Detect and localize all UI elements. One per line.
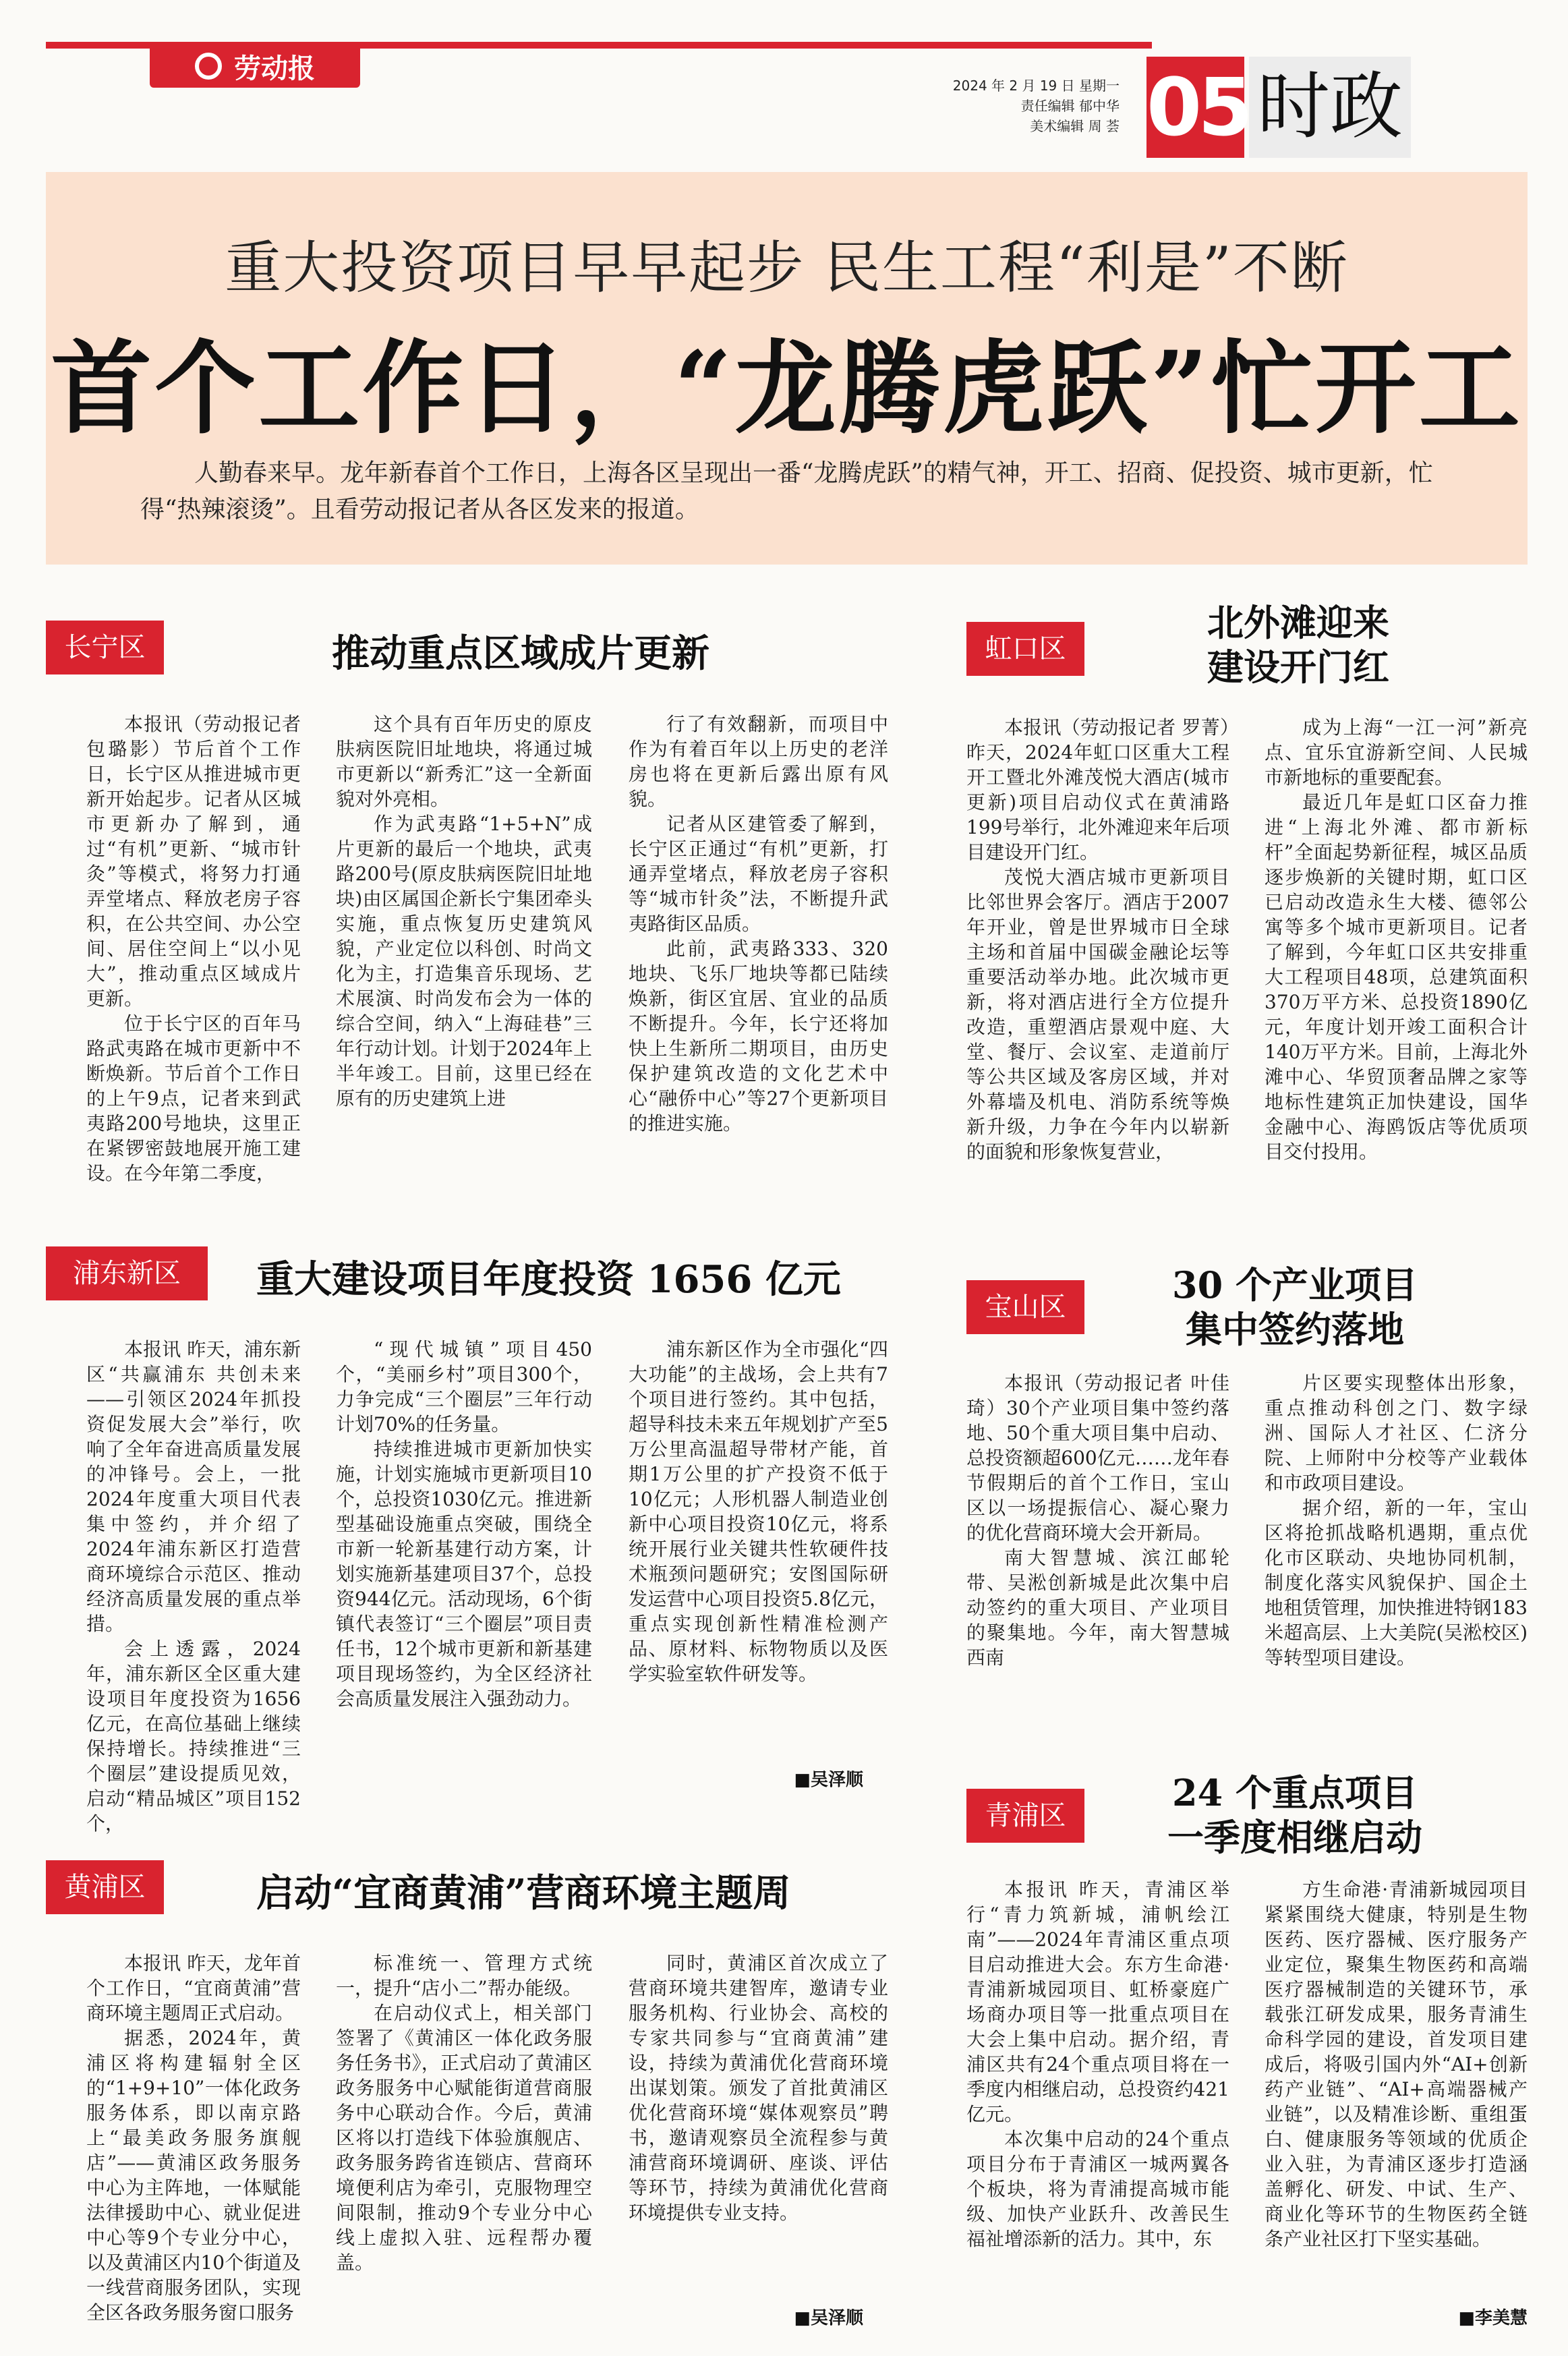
district-tag-huangpu: 黄浦区 — [46, 1860, 164, 1914]
paragraph: 记者从区建管委了解到，长宁区正通过“有机”更新，打通弄堂堵点，释放老房子容积等“城市针灸”法，不断提升武夷路街区品质。 — [629, 813, 888, 935]
paragraph: 作为武夷路“1+5+N”成片更新的最后一个地块，武夷路200号(原皮肤病医院旧址地块)由区属国企新长宁集团牵头实施，重点恢复历史建筑风貌，产业定位以科创、时尚文化为主，打造集音乐现场、艺术展演、时尚发布会为一体的综合空间，纳入“上海硅巷”三年行动计划。计划于2024年上半年竣工。目前，这里已经在原有的历史建筑上进 — [336, 813, 592, 1110]
paragraph: 最近几年是虹口区奋力推进“上海北外滩、都市新标杆”全面起势新征程，城区品质逐步焕新的关键时期，虹口区已启动改造永生大楼、德邻公寓等多个城市更新项目。记者了解到，今年虹口区共安排重大工程项目48项，总建筑面积370万平方米、总投资1890亿元，年度计划开竣工面积合计140万平方米。目前，上海北外滩中心、华贸顶奢品牌之家等地标性建筑正加快建设，国华金融中心、海鸥饭店等优质项目交付投用。 — [1265, 791, 1528, 1163]
article-title-baoshan — [1120, 1263, 1470, 1352]
paragraph: 本报讯 昨天，龙年首个工作日，“宜商黄浦”营商环境主题周正式启动。 — [86, 1952, 301, 2024]
title-line: 北外滩迎来 — [1207, 601, 1389, 644]
article-body-huangpu-col2 — [336, 1951, 592, 2328]
district-tag-hongkou: 虹口区 — [966, 622, 1084, 676]
logo-text: 劳动报 — [234, 53, 315, 84]
paragraph: 方生命港·青浦新城园项目紧紧围绕大健康，特别是生物医药、医疗器械、医疗服务产业定位，聚集生物医药和高端医疗器械制造的关键环节，承载张江研发成果，服务青浦生命科学园的建设，首发项目建成后，将吸引国内外“AI+创新药产业链”、“AI+高端器械产业链”，以及精准诊断、重组蛋白、健康服务等领域的优质企业入驻，为青浦区逐步打造涵盖孵化、研发、中试、生产、商业化等环节的生物医药全链条产业社区打下坚实基础。 — [1265, 1878, 1528, 2250]
paragraph: 南大智慧城、滨江邮轮带、吴淞创新城是此次集中启动签约的重大项目、产业项目的聚集地。今年，南大智慧城西南 — [966, 1547, 1229, 1669]
paragraph: 标准统一、管理方式统一，提升“店小二”帮办能级。 — [336, 1952, 592, 1999]
hero-lead: 人勤春来早。龙年新春首个工作日，上海各区呈现出一番“龙腾虎跃”的精气神，开工、招商、促投资、城市更新，忙得“热辣滚烫”。且看劳动报记者从各区发来的报道。 — [140, 459, 1433, 523]
article-body-pudong-col3 — [629, 1337, 888, 1765]
article-title-huangpu: 启动“宜商黄浦”营商环境主题周 — [256, 1871, 791, 1916]
paragraph: 成为上海“一江一河”新亮点、宜乐宜游新空间、人民城市新地标的重要配套。 — [1265, 716, 1528, 788]
article-body-hongkou-col1 — [966, 715, 1229, 1211]
paragraph: 浦东新区作为全市强化“四大功能”的主战场，会上共有7个项目进行签约。其中包括，超导科技未来五年规划扩产至5万公里高温超导带材产能，首期1万公里的扩产投资不低于10亿元；人形机器人制造业创新中心项目投资10亿元，将系统开展行业关键共性软硬件技术瓶颈问题研究；安图国际研发运营中心项目投资5.8亿元，重点实现创新性精准检测产品、原材料、标物物质以及医学实验室软件研发等。 — [629, 1338, 888, 1685]
paragraph: “现代城镇”项目450个，“美丽乡村”项目300个，力争完成“三个圈层”三年行动计划70%的任务量。 — [336, 1338, 592, 1435]
hero-subtitle: 重大投资项目早早起步 民生工程“利是”不断 — [225, 235, 1349, 301]
title-line: 24 个重点项目 — [1172, 1771, 1418, 1814]
article-body-qingpu-col1 — [966, 1877, 1229, 2329]
article-body-changning-col1 — [86, 712, 301, 1239]
paragraph: 这个具有百年历史的原皮肤病医院旧址地块，将通过城市更新以“新秀汇”这一全新面貌对外亮相。 — [336, 713, 592, 810]
paragraph: 行了有效翻新，而项目中作为有着百年以上历史的老洋房也将在更新后露出原有风貌。 — [629, 713, 888, 810]
district-tag-qingpu: 青浦区 — [966, 1789, 1084, 1843]
article-body-changning-col2 — [336, 712, 592, 1239]
logo-mark-icon — [195, 53, 222, 80]
article-body-pudong-col2 — [336, 1337, 592, 1790]
paragraph: 本报讯 昨天，浦东新区“共赢浦东 共创未来——引领区2024年抓投资促发展大会”举行，吹响了全年奋进高质量发展的冲锋号。会上，一批2024年度重大项目代表集中签约，并介绍了2024年浦东新区打造营商环境综合示范区、推动经济高质量发展的重点举措。 — [86, 1338, 301, 1635]
title-line: 建设开门红 — [1207, 645, 1389, 689]
paragraph: 会上透露，2024年，浦东新区全区重大建设项目年度投资为1656亿元，在高位基础上继续保持增长。持续推进“三个圈层”建设提质见效，启动“精品城区”项目152个， — [86, 1638, 301, 1835]
byline-signature: ■李美慧 — [1458, 2308, 1528, 2328]
issue-meta — [917, 76, 1120, 136]
paragraph: 本报讯（劳动报记者 罗菁）昨天，2024年虹口区重大工程开工暨北外滩茂悦大酒店(城市更新)项目启动仪式在黄浦路199号举行，北外滩迎来年后项目建设开门红。 — [966, 716, 1229, 863]
responsible-editor: 责任编辑 郁中华 — [1020, 98, 1120, 114]
district-tag-changning: 长宁区 — [46, 621, 164, 674]
paragraph: 在启动仪式上，相关部门签署了《黄浦区一体化政务服务任务书》，正式启动了黄浦区政务服务中心赋能街道营商服务中心联动合作。今后，黄浦区将以打造线下体验旗舰店、政务服务跨省连锁店、营商环境便利店为牵引，克服物理空间限制，推动9个专业分中心线上虚拟入驻、远程帮办覆盖。 — [336, 2002, 592, 2274]
paragraph: 据悉，2024年，黄浦区将构建辐射全区的“1+9+10”一体化政务服务体系，即以南京路上“最美政务服务旗舰店”——黄浦区政务服务中心为主阵地，一体赋能法律援助中心、就业促进中心等9个专业分中心，以及黄浦区内10个街道及一线营商服务团队，实现全区各政务服务窗口服务 — [86, 2027, 301, 2324]
paragraph: 此前，武夷路333、320地块、飞乐厂地块等都已陆续焕新，街区宜居、宜业的品质不断提升。今年，长宁还将加快上生新所二期项目，由历史保护建筑改造的文化艺术中心“融侨中心”等27个更新项目的推进实施。 — [629, 938, 888, 1134]
paragraph: 本报讯（劳动报记者 叶佳琦）30个产业项目集中签约落地、50个重大项目集中启动、总投资额超600亿元……龙年春节假期后的首个工作日，宝山区以一场提振信心、凝心聚力的优化营商环境大会开新局。 — [966, 1372, 1229, 1544]
paragraph: 本次集中启动的24个重点项目分布于青浦区一城两翼各个板块，将为青浦提高城市能级、加快产业跃升、改善民生福祉增添新的活力。其中，东 — [966, 2128, 1229, 2250]
page-number: 05 — [1146, 57, 1244, 158]
newspaper-logo — [150, 45, 360, 88]
paragraph: 本报讯（劳动报记者 包璐影）节后首个工作日，长宁区从推进城市更新开始起步。记者从区城市更新办了解到，通过“有机”更新、“城市针灸”等模式，将努力打通弄堂堵点、释放老房子容积，在公共空间、办公空间、居住空间上“以小见大”，推动重点区域成片更新。 — [86, 713, 301, 1010]
article-body-huangpu-col3 — [629, 1951, 888, 2301]
article-body-qingpu-col2 — [1265, 1877, 1528, 2304]
byline-signature: ■吴泽顺 — [794, 2308, 863, 2328]
hero-title: 首个工作日，“龙腾虎跃”忙开工 — [51, 329, 1523, 448]
paragraph: 持续推进城市更新加快实施，计划实施城市更新项目10个，总投资1030亿元。推进新型基础设施重点突破，围绕全市新一轮新基建行动方案，计划实施新基建项目37个，总投资944亿元。活动现场，6个街镇代表签订“三个圈层”项目责任书，12个城市更新和新基建项目现场签约，为全区经济社会高质量发展注入强劲动力。 — [336, 1438, 592, 1710]
article-body-pudong-col1 — [86, 1337, 301, 1835]
article-body-hongkou-col2 — [1265, 715, 1528, 1211]
article-title-hongkou — [1146, 600, 1450, 689]
paragraph: 同时，黄浦区首次成立了营商环境共建智库，邀请专业服务机构、行业协会、高校的专家共同参与“宜商黄浦”建设，持续为黄浦优化营商环境出谋划策。颁发了首批黄浦区优化营商环境“媒体观察员”聘书，邀请观察员全流程参与黄浦营商环境调研、座谈、评估等环节，持续为黄浦优化营商环境提供专业支持。 — [629, 1952, 888, 2224]
article-body-baoshan-col2 — [1265, 1371, 1528, 1721]
title-line: 30 个产业项目 — [1172, 1263, 1418, 1306]
article-body-huangpu-col1 — [86, 1951, 301, 2328]
article-title-qingpu — [1120, 1771, 1470, 1860]
article-title-changning: 推动重点区域成片更新 — [332, 631, 709, 676]
district-tag-baoshan: 宝山区 — [966, 1280, 1084, 1334]
paragraph: 位于长宁区的百年马路武夷路在城市更新中不断焕新。节后首个工作日的上午9点，记者来到武夷路200号地块，这里正在紧锣密鼓地展开施工建设。在今年第二季度， — [86, 1012, 301, 1184]
paragraph: 片区要实现整体出形象，重点推动科创之门、数字绿洲、国际人才社区、仁济分院、上师附中分校等产业载体和市政项目建设。 — [1265, 1372, 1528, 1494]
issue-date: 2024 年 2 月 19 日 星期一 — [952, 78, 1120, 94]
hero-banner — [46, 172, 1528, 565]
article-body-baoshan-col1 — [966, 1371, 1229, 1721]
title-line: 一季度相继启动 — [1167, 1816, 1422, 1859]
byline-signature: ■吴泽顺 — [794, 1770, 863, 1790]
district-tag-pudong: 浦东新区 — [46, 1246, 208, 1300]
title-line: 集中签约落地 — [1186, 1308, 1404, 1351]
art-editor: 美术编辑 周 荟 — [1030, 118, 1120, 134]
section-name: 时政 — [1249, 57, 1411, 158]
paragraph: 本报讯 昨天，青浦区举行“青力筑新城，浦帆绘江南”——2024年青浦区重点项目启动推进大会。东方生命港·青浦新城园项目、虹桥豪庭广场商办项目等一批重点项目在大会上集中启动。据介绍，青浦区共有24个重点项目将在一季度内相继启动，总投资约421亿元。 — [966, 1878, 1229, 2125]
paragraph: 茂悦大酒店城市更新项目比邻世界会客厅。酒店于2007年开业，曾是世界城市日全球主场和首届中国碳金融论坛等重要活动举办地。此次城市更新，将对酒店进行全方位提升改造，重塑酒店景观中庭、大堂、餐厅、会议室、走道前厅等公共区域及客房区域，并对外幕墙及机电、消防系统等焕新升级，力争在今年内以崭新的面貌和形象恢复营业， — [966, 866, 1229, 1163]
article-title-pudong: 重大建设项目年度投资 1656 亿元 — [256, 1257, 841, 1302]
article-body-changning-col3 — [629, 712, 888, 1239]
paragraph: 据介绍，新的一年，宝山区将抢抓战略机遇期，重点优化市区联动、央地协同机制，制度化落实风貌保护、国企土地租赁管理，加快推进特钢183米超高层、上大美院(吴淞校区)等转型项目建设。 — [1265, 1497, 1528, 1669]
